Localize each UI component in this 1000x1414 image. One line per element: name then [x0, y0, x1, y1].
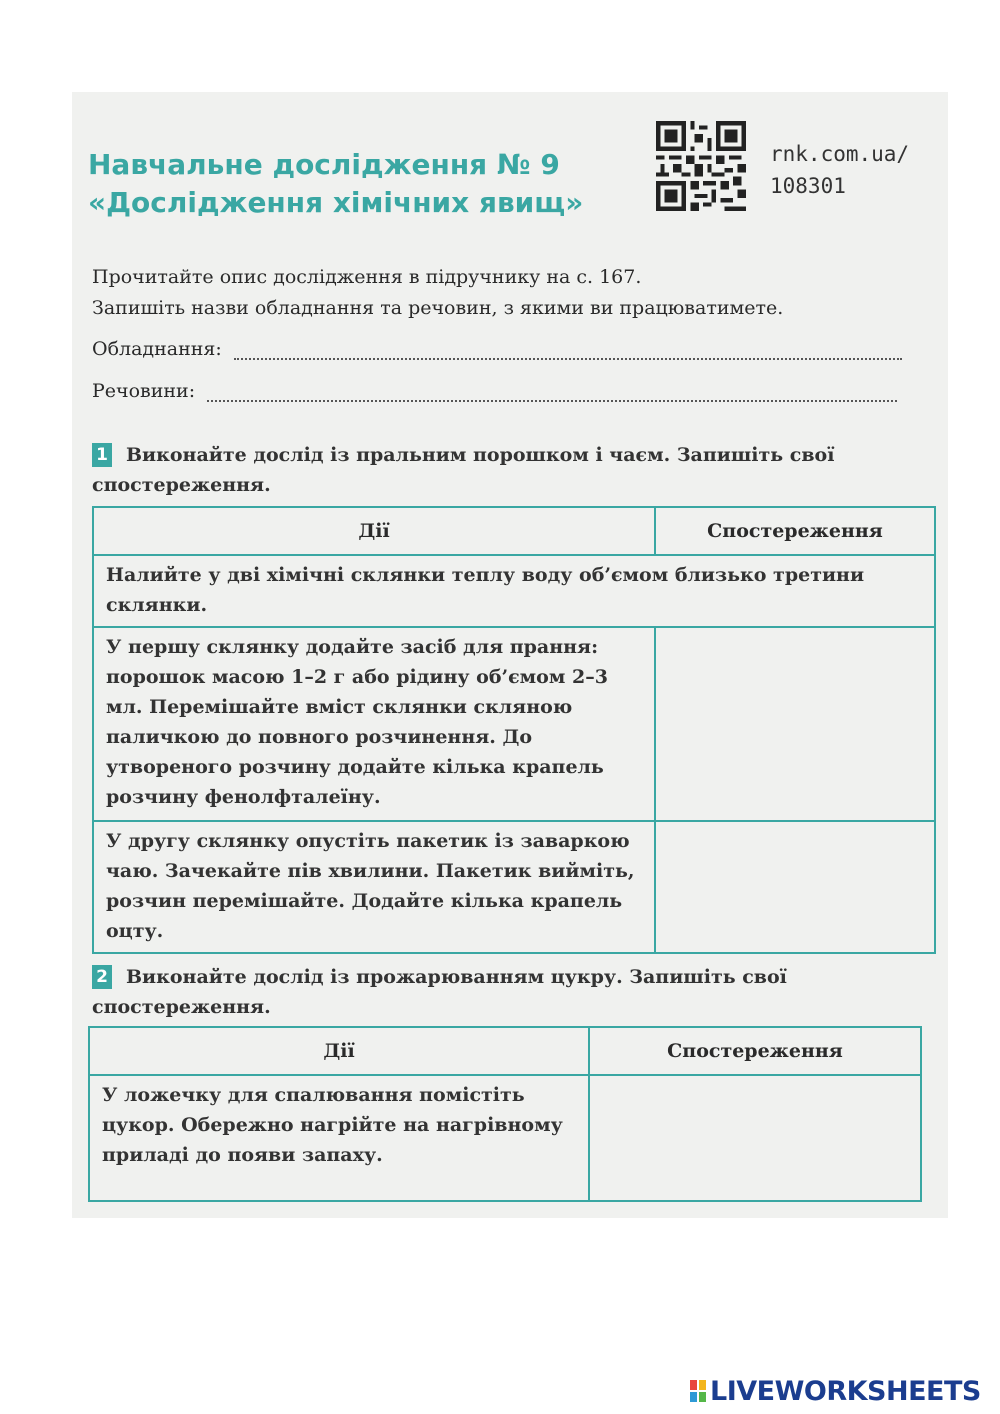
observation-input-cell[interactable]: [655, 627, 935, 821]
action-cell: У другу склянку опустіть пакетик із заваркою чаю. Зачекайте пів хвилини. Пакетик вийміть, розчин перемішайте. Додайте кілька крапель оцту.: [93, 821, 655, 953]
table-row: [93, 627, 935, 821]
liveworksheets-wordmark: LIVEWORKSHEETS: [710, 1376, 981, 1407]
task-2-number-badge: 2: [92, 965, 112, 989]
task-1: [92, 440, 940, 500]
liveworksheets-logo-icon: [690, 1380, 706, 1402]
task-1-number-badge: 1: [92, 443, 112, 467]
resource-link[interactable]: [770, 138, 909, 202]
action-cell: Налийте у дві хімічні склянки теплу воду об’ємом близько третини склянки.: [93, 555, 935, 627]
equipment-field: [92, 338, 902, 360]
intro-line-1: Прочитайте опис дослідження в підручнику на с. 167.: [92, 266, 642, 288]
substances-input-line[interactable]: [207, 382, 897, 402]
equipment-label: Обладнання:: [92, 338, 222, 360]
table-row: [93, 555, 935, 627]
column-header-actions: Дії: [89, 1027, 589, 1075]
table-header-row: [93, 507, 935, 555]
table-row: [93, 821, 935, 953]
observation-input-cell[interactable]: [589, 1075, 921, 1201]
action-cell: У першу склянку додайте засіб для прання: порошок масою 1–2 г або рідину об’ємом 2–3 мл. Перемішайте вміст склянки скляною паличкою до повного розчинення. До утвореного розчину додайте кілька крапель розчину фенолфталеїну.: [93, 627, 655, 821]
column-header-observations: Спостереження: [655, 507, 935, 555]
task-2-table: [88, 1026, 922, 1202]
qr-code-icon: [656, 120, 746, 212]
column-header-observations: Спостереження: [589, 1027, 921, 1075]
table-header-row: [89, 1027, 921, 1075]
link-line-1: rnk.com.ua/: [770, 142, 910, 166]
intro-text: [92, 262, 952, 324]
column-header-actions: Дії: [93, 507, 655, 555]
link-line-2: 108301: [770, 174, 846, 198]
intro-line-2: Запишіть назви обладнання та речовин, з якими ви працюватимете.: [92, 297, 784, 319]
task-2-text: Виконайте дослід із прожарюванням цукру. Запишіть свої спостереження.: [92, 966, 787, 1018]
observation-input-cell[interactable]: [655, 821, 935, 953]
task-1-text: Виконайте дослід із пральним порошком і чаєм. Запишіть свої спостереження.: [92, 444, 835, 496]
equipment-input-line[interactable]: [234, 340, 902, 360]
liveworksheets-brand: [690, 1376, 981, 1407]
task-1-table: [92, 506, 936, 954]
substances-field: [92, 380, 897, 402]
title-line-1: Навчальне дослідження № 9: [88, 148, 560, 181]
task-2: [92, 962, 940, 1022]
page-title: [88, 146, 583, 222]
title-line-2: «Дослідження хімічних явищ»: [88, 186, 584, 219]
table-row: [89, 1075, 921, 1201]
substances-label: Речовини:: [92, 380, 196, 402]
action-cell: У ложечку для спалювання помістіть цукор. Обережно нагрійте на нагрівному приладі до появи запаху.: [89, 1075, 589, 1201]
